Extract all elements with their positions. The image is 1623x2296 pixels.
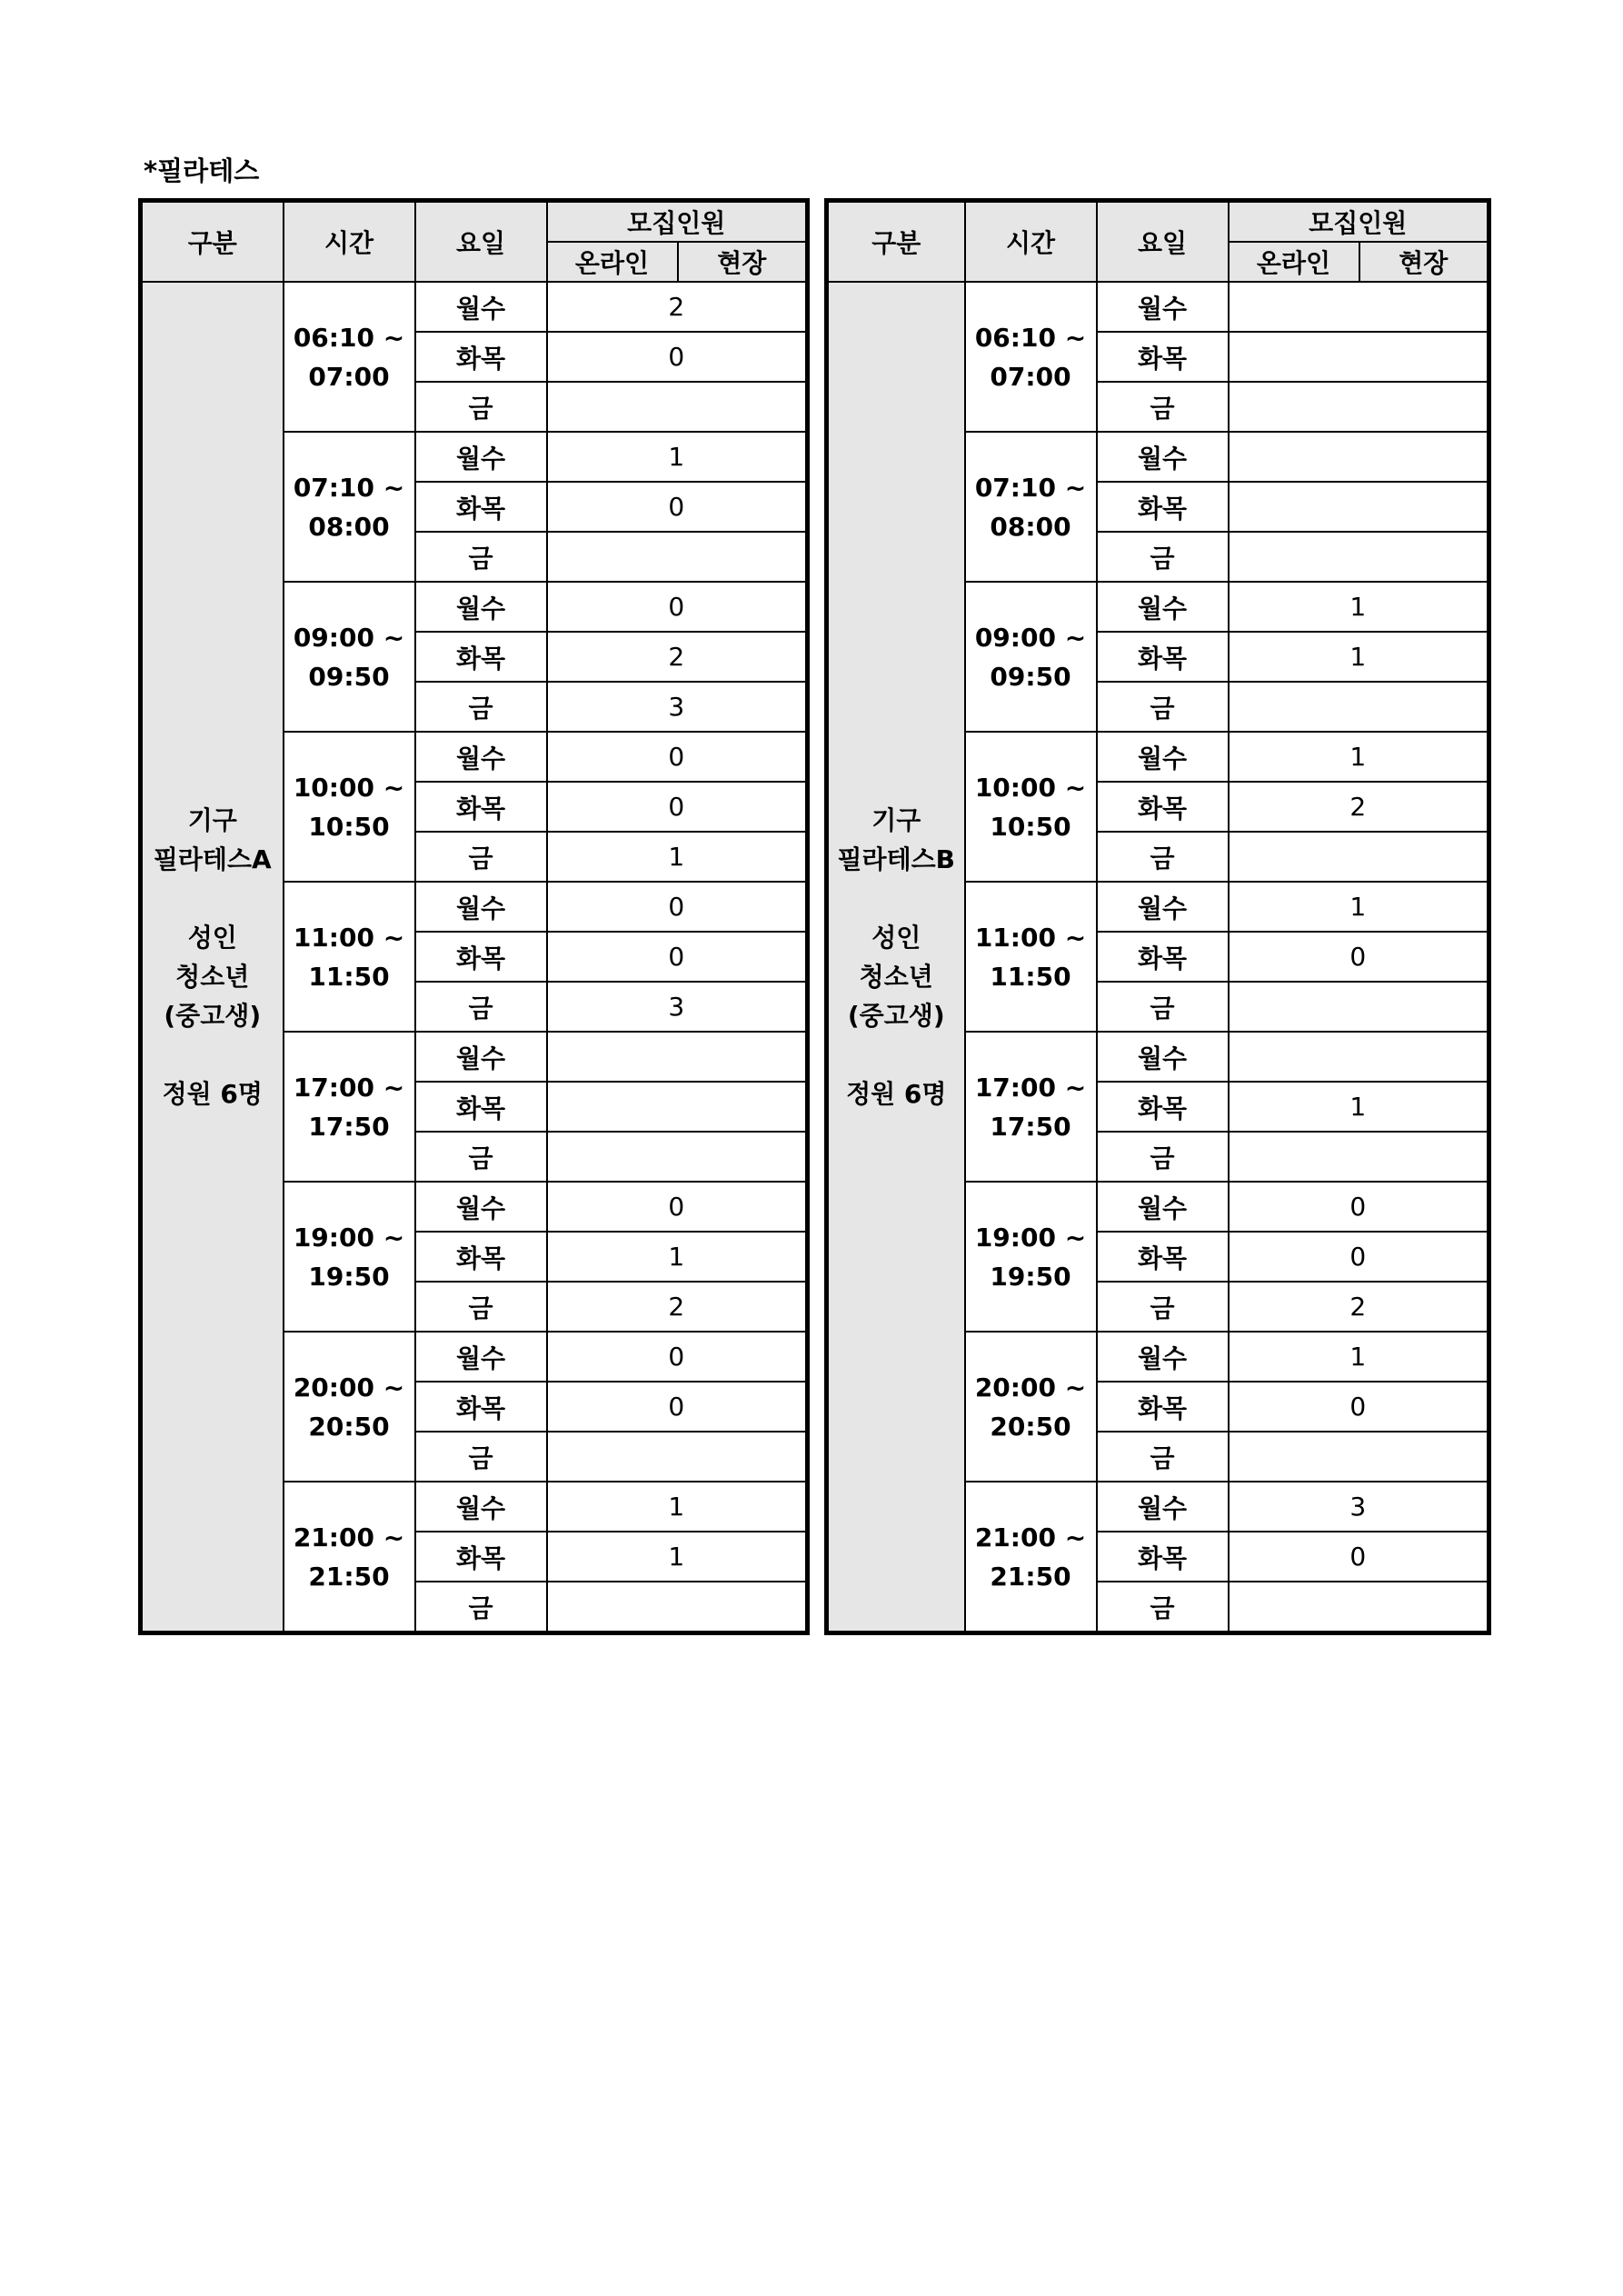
group-name-line1: 기구 [187, 804, 237, 835]
time-end: 07:00 [308, 361, 390, 392]
recruit-count-cell: 0 [1229, 1532, 1489, 1582]
day-cell: 화목 [1097, 332, 1229, 382]
time-start: 11:00 ~ [293, 922, 405, 953]
day-cell: 화목 [1097, 1082, 1229, 1132]
group-name-line2: 필라테스A [153, 844, 272, 874]
time-end: 20:50 [308, 1411, 390, 1442]
day-cell: 화목 [415, 1382, 547, 1432]
time-cell [284, 1332, 415, 1482]
day-cell: 월수 [415, 1332, 547, 1382]
group-gap [829, 1035, 964, 1074]
time-cell [284, 1182, 415, 1332]
recruit-count-cell: 3 [547, 982, 808, 1032]
group-capacity: 정원 6명 [846, 1078, 947, 1109]
time-end: 09:50 [990, 661, 1071, 692]
day-cell: 화목 [1097, 482, 1229, 532]
recruit-count-cell: 1 [1229, 1332, 1489, 1382]
time-start: 20:00 ~ [293, 1372, 405, 1403]
group-target-line2: 청소년 [859, 961, 933, 992]
page-title: *필라테스 [144, 155, 260, 186]
time-cell [284, 1482, 415, 1633]
day-cell: 금 [1097, 1582, 1229, 1633]
recruit-count-cell: 0 [1229, 1232, 1489, 1282]
day-cell: 금 [415, 1432, 547, 1482]
recruit-count-cell: 1 [1229, 582, 1489, 632]
day-cell: 금 [1097, 682, 1229, 732]
recruit-count-cell: 2 [547, 282, 808, 332]
recruit-count-cell [547, 1082, 808, 1132]
recruit-count-cell: 2 [1229, 1282, 1489, 1332]
day-cell: 화목 [415, 1082, 547, 1132]
time-end: 10:50 [990, 811, 1071, 842]
day-cell: 화목 [1097, 1382, 1229, 1432]
time-cell [965, 432, 1097, 582]
time-cell [965, 582, 1097, 732]
day-cell: 금 [415, 832, 547, 882]
recruit-count-cell: 1 [547, 432, 808, 482]
time-cell [965, 1332, 1097, 1482]
day-cell: 월수 [415, 1182, 547, 1232]
day-cell: 월수 [415, 732, 547, 782]
day-cell: 금 [415, 1282, 547, 1332]
day-cell: 화목 [1097, 782, 1229, 832]
time-cell [284, 732, 415, 882]
day-cell: 월수 [415, 1482, 547, 1532]
recruit-count-cell: 0 [547, 782, 808, 832]
time-cell [965, 1182, 1097, 1332]
recruit-count-cell: 1 [547, 832, 808, 882]
time-cell [284, 882, 415, 1032]
header-onsite: 현장 [678, 242, 808, 282]
time-start: 07:10 ~ [974, 472, 1087, 503]
recruit-count-cell: 0 [547, 482, 808, 532]
time-cell [965, 282, 1097, 432]
time-start: 07:10 ~ [293, 472, 405, 503]
recruit-count-cell [1229, 532, 1489, 582]
recruit-count-cell: 0 [547, 1182, 808, 1232]
group-gap [829, 879, 964, 918]
recruit-count-cell: 2 [1229, 782, 1489, 832]
recruit-count-cell [1229, 1032, 1489, 1082]
recruit-count-cell: 0 [1229, 1382, 1489, 1432]
recruit-count-cell [1229, 332, 1489, 382]
day-cell: 금 [415, 1582, 547, 1633]
recruit-count-cell: 3 [1229, 1482, 1489, 1532]
schedule-body-b [827, 282, 1489, 1633]
day-cell: 화목 [1097, 1232, 1229, 1282]
day-cell: 금 [1097, 982, 1229, 1032]
time-end: 17:50 [308, 1111, 390, 1142]
recruit-count-cell [1229, 382, 1489, 432]
header-day: 요일 [1097, 201, 1229, 283]
recruit-count-cell [547, 1582, 808, 1633]
day-cell: 화목 [1097, 1532, 1229, 1582]
time-cell [965, 882, 1097, 1032]
group-target-line1: 성인 [871, 922, 921, 953]
recruit-count-cell: 0 [547, 882, 808, 932]
day-cell: 화목 [415, 782, 547, 832]
recruit-count-cell [1229, 432, 1489, 482]
header-online: 온라인 [1229, 242, 1359, 282]
recruit-count-cell: 2 [547, 632, 808, 682]
header-onsite: 현장 [1359, 242, 1489, 282]
time-cell [284, 1032, 415, 1182]
time-start: 06:10 ~ [974, 322, 1087, 353]
recruit-count-cell [547, 1432, 808, 1482]
header-category: 구분 [141, 201, 284, 283]
day-cell: 월수 [1097, 282, 1229, 332]
group-target-line1: 성인 [187, 922, 237, 953]
day-cell: 월수 [415, 432, 547, 482]
day-cell: 월수 [1097, 1182, 1229, 1232]
header-recruit: 모집인원 [1229, 201, 1489, 243]
day-cell: 월수 [415, 282, 547, 332]
time-start: 11:00 ~ [974, 922, 1087, 953]
group-cell [141, 282, 284, 1633]
group-name-line1: 기구 [871, 804, 921, 835]
time-cell [965, 732, 1097, 882]
recruit-count-cell: 0 [547, 582, 808, 632]
time-end: 19:50 [308, 1261, 390, 1292]
day-cell: 금 [1097, 532, 1229, 582]
group-name-line2: 필라테스B [837, 844, 956, 874]
time-end: 21:50 [990, 1561, 1071, 1592]
day-cell: 화목 [415, 1532, 547, 1582]
recruit-count-cell: 1 [1229, 882, 1489, 932]
recruit-count-cell [547, 1032, 808, 1082]
time-end: 08:00 [990, 511, 1071, 542]
recruit-count-cell: 1 [547, 1232, 808, 1282]
day-cell: 금 [1097, 382, 1229, 432]
time-start: 06:10 ~ [293, 322, 405, 353]
recruit-count-cell [547, 1132, 808, 1182]
time-start: 17:00 ~ [293, 1072, 405, 1103]
time-end: 10:50 [308, 811, 390, 842]
day-cell: 금 [415, 382, 547, 432]
time-cell [284, 282, 415, 432]
group-target-line2: 청소년 [175, 961, 250, 992]
header-time: 시간 [284, 201, 415, 283]
day-cell: 금 [1097, 832, 1229, 882]
schedule-table-a [138, 198, 810, 1635]
recruit-count-cell [1229, 1132, 1489, 1182]
recruit-count-cell: 0 [1229, 1182, 1489, 1232]
day-cell: 금 [1097, 1132, 1229, 1182]
time-end: 19:50 [990, 1261, 1071, 1292]
day-cell: 화목 [415, 482, 547, 532]
day-cell: 금 [1097, 1282, 1229, 1332]
recruit-count-cell [1229, 482, 1489, 532]
recruit-count-cell: 1 [547, 1482, 808, 1532]
day-cell: 금 [415, 532, 547, 582]
time-cell [965, 1482, 1097, 1633]
recruit-count-cell: 0 [547, 932, 808, 982]
time-cell [284, 582, 415, 732]
recruit-count-cell: 2 [547, 1282, 808, 1332]
schedule-body-a [141, 282, 808, 1633]
time-start: 20:00 ~ [974, 1372, 1087, 1403]
recruit-count-cell: 0 [547, 1332, 808, 1382]
recruit-count-cell [1229, 1432, 1489, 1482]
day-cell: 화목 [415, 632, 547, 682]
time-start: 19:00 ~ [293, 1222, 405, 1253]
recruit-count-cell [1229, 1582, 1489, 1633]
time-start: 09:00 ~ [293, 622, 405, 653]
table-row [141, 282, 808, 332]
day-cell: 월수 [1097, 1032, 1229, 1082]
group-gap [143, 1035, 283, 1074]
time-start: 09:00 ~ [974, 622, 1087, 653]
schedule-table-b [824, 198, 1491, 1635]
time-start: 10:00 ~ [974, 772, 1087, 803]
day-cell: 금 [1097, 1432, 1229, 1482]
day-cell: 화목 [415, 932, 547, 982]
time-start: 19:00 ~ [974, 1222, 1087, 1253]
header-online: 온라인 [547, 242, 678, 282]
recruit-count-cell [1229, 682, 1489, 732]
recruit-count-cell [547, 382, 808, 432]
recruit-count-cell [1229, 982, 1489, 1032]
recruit-count-cell: 1 [547, 1532, 808, 1582]
day-cell: 화목 [415, 332, 547, 382]
time-start: 10:00 ~ [293, 772, 405, 803]
day-cell: 월수 [1097, 1332, 1229, 1382]
time-end: 07:00 [990, 361, 1071, 392]
day-cell: 금 [415, 982, 547, 1032]
time-end: 11:50 [990, 961, 1071, 992]
time-start: 21:00 ~ [293, 1522, 405, 1552]
header-recruit: 모집인원 [547, 201, 808, 243]
group-target-line3: (중고생) [847, 1000, 945, 1031]
group-target-line3: (중고생) [164, 1000, 262, 1031]
recruit-count-cell: 0 [547, 332, 808, 382]
group-capacity: 정원 6명 [162, 1078, 263, 1109]
recruit-count-cell: 0 [547, 1382, 808, 1432]
time-end: 08:00 [308, 511, 390, 542]
day-cell: 월수 [415, 882, 547, 932]
day-cell: 금 [415, 682, 547, 732]
recruit-count-cell: 1 [1229, 1082, 1489, 1132]
day-cell: 월수 [415, 1032, 547, 1082]
time-end: 09:50 [308, 661, 390, 692]
time-start: 17:00 ~ [974, 1072, 1087, 1103]
recruit-count-cell: 3 [547, 682, 808, 732]
recruit-count-cell: 0 [1229, 932, 1489, 982]
day-cell: 월수 [1097, 1482, 1229, 1532]
recruit-count-cell [547, 532, 808, 582]
time-end: 20:50 [990, 1411, 1071, 1442]
day-cell: 화목 [415, 1232, 547, 1282]
time-start: 21:00 ~ [974, 1522, 1087, 1552]
recruit-count-cell [1229, 282, 1489, 332]
time-end: 21:50 [308, 1561, 390, 1592]
table-row [827, 282, 1489, 332]
recruit-count-cell: 1 [1229, 732, 1489, 782]
day-cell: 월수 [1097, 882, 1229, 932]
recruit-count-cell: 1 [1229, 632, 1489, 682]
header-day: 요일 [415, 201, 547, 283]
day-cell: 월수 [415, 582, 547, 632]
header-category: 구분 [827, 201, 965, 283]
time-cell [284, 432, 415, 582]
day-cell: 월수 [1097, 432, 1229, 482]
group-cell [827, 282, 965, 1633]
day-cell: 월수 [1097, 582, 1229, 632]
group-gap [143, 879, 283, 918]
day-cell: 화목 [1097, 932, 1229, 982]
day-cell: 금 [415, 1132, 547, 1182]
day-cell: 월수 [1097, 732, 1229, 782]
header-time: 시간 [965, 201, 1097, 283]
recruit-count-cell: 0 [547, 732, 808, 782]
recruit-count-cell [1229, 832, 1489, 882]
day-cell: 화목 [1097, 632, 1229, 682]
time-end: 11:50 [308, 961, 390, 992]
time-cell [965, 1032, 1097, 1182]
time-end: 17:50 [990, 1111, 1071, 1142]
